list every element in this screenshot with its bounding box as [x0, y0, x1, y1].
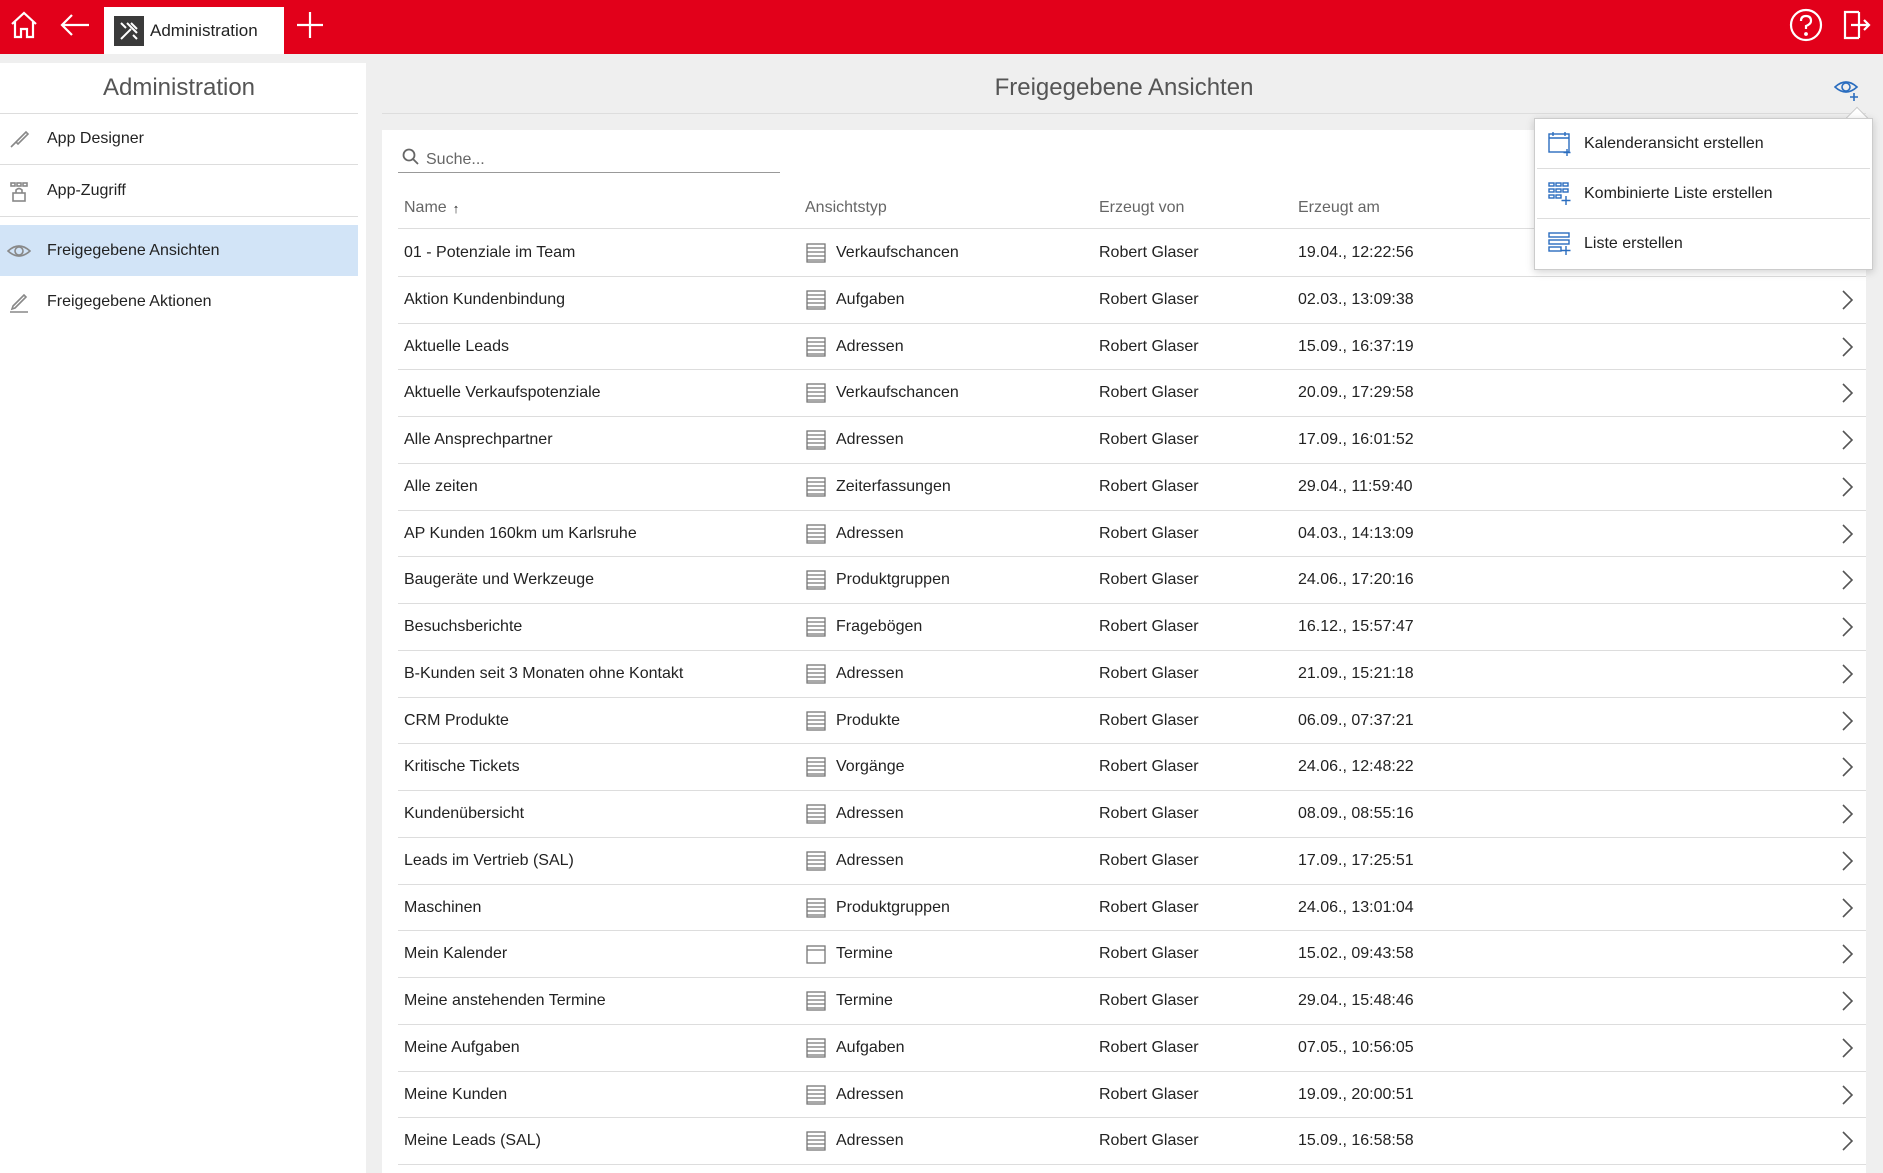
page-title: Freigegebene Ansichten	[994, 74, 1254, 101]
row-type-label: Adressen	[836, 431, 904, 448]
chevron-right-icon[interactable]	[1840, 370, 1854, 416]
row-created-at: 08.09., 08:55:16	[1298, 805, 1414, 822]
table-body	[398, 230, 1866, 1165]
row-type	[805, 557, 950, 603]
chevron-right-icon[interactable]	[1840, 698, 1854, 744]
column-label: Name	[404, 199, 447, 216]
calendar-add-icon	[1547, 131, 1573, 157]
chevron-right-icon[interactable]	[1840, 277, 1854, 323]
row-type-label: Adressen	[836, 337, 904, 355]
row-created-at: 06.09., 07:37:21	[1298, 711, 1414, 729]
row-created-by: Robert Glaser	[1099, 945, 1199, 963]
list-icon	[805, 663, 827, 685]
table-row[interactable]	[398, 885, 1866, 932]
table-row[interactable]	[398, 838, 1866, 885]
row-created-at: 24.06., 17:20:16	[1298, 571, 1414, 589]
row-created-by: Robert Glaser	[1099, 477, 1199, 495]
main-panel	[382, 130, 1866, 1173]
row-created-by: Robert Glaser	[1099, 244, 1199, 261]
home-icon	[9, 10, 39, 45]
row-created-by: Robert Glaser	[1099, 1132, 1199, 1150]
row-type	[805, 791, 904, 837]
row-type-label: Produkte	[836, 711, 901, 729]
lock-icon	[7, 179, 31, 203]
list-icon	[805, 1130, 827, 1152]
table-row[interactable]	[398, 1072, 1866, 1119]
row-name: Meine Kunden	[404, 1085, 508, 1103]
sidebar-item-label: App-Zugriff	[47, 181, 126, 199]
back-arrow-icon	[59, 12, 91, 43]
sidebar-divider	[0, 216, 358, 217]
row-type	[805, 931, 893, 977]
brush-icon	[7, 127, 31, 151]
row-created-by: Robert Glaser	[1099, 898, 1199, 916]
sidebar-item-label: Freigegebene Aktionen	[47, 292, 212, 310]
main-header	[382, 63, 1866, 114]
row-type	[805, 511, 904, 557]
row-type	[805, 651, 904, 697]
row-created-at: 20.09., 17:29:58	[1298, 384, 1414, 402]
chevron-right-icon[interactable]	[1840, 417, 1854, 463]
list-icon	[805, 803, 827, 825]
row-created-by: Robert Glaser	[1099, 664, 1199, 682]
row-created-at: 02.03., 13:09:38	[1298, 290, 1414, 308]
create-view-menu	[1534, 118, 1873, 270]
table-row[interactable]	[398, 931, 1866, 978]
calendar-icon	[805, 943, 827, 965]
table-row[interactable]	[398, 1025, 1866, 1072]
row-name: Aktion Kundenbindung	[404, 290, 566, 308]
tab-administration[interactable]	[104, 7, 284, 54]
table-row[interactable]	[398, 791, 1866, 838]
row-type-label: Termine	[836, 945, 893, 963]
table-row[interactable]	[398, 978, 1866, 1025]
list-icon	[805, 616, 827, 638]
list-icon	[805, 1037, 827, 1059]
plus-icon	[295, 10, 325, 45]
row-name: Maschinen	[404, 898, 482, 916]
row-type-label: Verkaufschancen	[836, 244, 959, 261]
row-type-label: Aufgaben	[836, 1038, 905, 1056]
chevron-right-icon[interactable]	[1840, 978, 1854, 1024]
row-type	[805, 370, 959, 416]
chevron-right-icon[interactable]	[1840, 1072, 1854, 1118]
column-header-by[interactable]	[1099, 187, 1184, 229]
row-type-label: Fragebögen	[836, 618, 923, 635]
admin-tools-icon	[114, 16, 144, 46]
top-bar	[0, 0, 1883, 54]
row-type	[805, 464, 951, 510]
row-type	[805, 698, 900, 744]
row-name: AP Kunden 160km um Karlsruhe	[404, 524, 637, 542]
grid-add-icon	[1547, 181, 1573, 207]
back-button[interactable]	[52, 0, 98, 54]
chevron-right-icon[interactable]	[1840, 791, 1854, 837]
column-label: Erzeugt am	[1298, 199, 1380, 216]
list-icon	[805, 336, 827, 358]
chevron-right-icon[interactable]	[1840, 885, 1854, 931]
sidebar-item-freigegebene-aktionen[interactable]	[0, 276, 358, 327]
row-created-at: 19.09., 20:00:51	[1298, 1085, 1414, 1103]
row-name: Baugeräte und Werkzeuge	[404, 571, 595, 589]
row-type	[805, 277, 905, 323]
chevron-right-icon[interactable]	[1840, 744, 1854, 790]
sidebar-item-app-designer[interactable]	[0, 114, 358, 165]
chevron-right-icon[interactable]	[1840, 604, 1854, 650]
row-name: Alle Ansprechpartner	[404, 431, 553, 448]
row-created-at: 29.04., 15:48:46	[1298, 992, 1414, 1009]
row-created-at: 24.06., 12:48:22	[1298, 758, 1414, 776]
row-name: Meine Aufgaben	[404, 1038, 520, 1056]
row-type	[805, 604, 922, 650]
new-tab-button[interactable]	[292, 0, 328, 54]
list-icon	[805, 476, 827, 498]
table-row[interactable]	[398, 324, 1866, 371]
row-created-at: 15.09., 16:37:19	[1298, 337, 1414, 355]
list-icon	[805, 850, 827, 872]
chevron-right-icon[interactable]	[1840, 464, 1854, 510]
row-type-label: Adressen	[836, 1132, 904, 1150]
help-icon	[1789, 8, 1823, 47]
row-name: B-Kunden seit 3 Monaten ohne Kontakt	[404, 664, 684, 682]
chevron-right-icon[interactable]	[1840, 324, 1854, 370]
search-box	[398, 147, 780, 173]
menu-item-create-calendar[interactable]	[1537, 119, 1870, 169]
row-name: Mein Kalender	[404, 945, 508, 963]
row-created-by: Robert Glaser	[1099, 1085, 1199, 1103]
row-type-label: Adressen	[836, 1085, 904, 1103]
row-type	[805, 324, 904, 370]
column-header-type[interactable]	[805, 187, 887, 229]
row-created-at: 21.09., 15:21:18	[1298, 664, 1414, 682]
row-created-at: 17.09., 16:01:52	[1298, 431, 1414, 448]
row-type	[805, 417, 904, 463]
search-input[interactable]	[426, 151, 766, 169]
list-icon	[805, 523, 827, 545]
list-icon	[805, 756, 827, 778]
row-type	[805, 744, 905, 790]
row-created-at: 04.03., 14:13:09	[1298, 524, 1414, 542]
row-created-at: 29.04., 11:59:40	[1298, 477, 1413, 495]
search-icon	[398, 148, 420, 171]
row-name: Kritische Tickets	[404, 758, 520, 776]
row-type	[805, 230, 959, 276]
sidebar-item-freigegebene-ansichten[interactable]	[0, 225, 358, 276]
table-row[interactable]	[398, 464, 1866, 511]
row-name: Meine anstehenden Termine	[404, 992, 606, 1009]
list-icon	[805, 242, 827, 264]
table-row[interactable]	[398, 370, 1866, 417]
row-created-at: 16.12., 15:57:47	[1298, 618, 1414, 635]
table-row[interactable]	[398, 1118, 1866, 1165]
chevron-right-icon[interactable]	[1840, 1118, 1854, 1164]
row-name: Besuchsberichte	[404, 618, 523, 635]
row-created-at: 17.09., 17:25:51	[1298, 851, 1414, 869]
chevron-right-icon[interactable]	[1840, 557, 1854, 603]
row-name: CRM Produkte	[404, 711, 509, 729]
row-type	[805, 838, 904, 884]
row-created-at: 15.09., 16:58:58	[1298, 1132, 1414, 1150]
sidebar	[0, 63, 366, 1173]
row-type-label: Adressen	[836, 524, 904, 542]
row-created-by: Robert Glaser	[1099, 571, 1199, 589]
row-created-by: Robert Glaser	[1099, 805, 1199, 822]
chevron-right-icon[interactable]	[1840, 1025, 1854, 1071]
row-created-at: 15.02., 09:43:58	[1298, 945, 1414, 963]
row-created-by: Robert Glaser	[1099, 1038, 1199, 1056]
row-name: Meine Leads (SAL)	[404, 1132, 541, 1150]
row-type-label: Adressen	[836, 805, 904, 822]
chevron-right-icon[interactable]	[1840, 838, 1854, 884]
table-row[interactable]	[398, 417, 1866, 464]
column-header-name[interactable]	[404, 187, 459, 229]
row-type-label: Verkaufschancen	[836, 384, 959, 402]
row-created-by: Robert Glaser	[1099, 851, 1199, 869]
row-type-label: Aufgaben	[836, 290, 905, 308]
help-button[interactable]	[1786, 0, 1826, 54]
column-label: Ansichtstyp	[805, 199, 887, 216]
row-created-by: Robert Glaser	[1099, 524, 1199, 542]
row-type	[805, 1118, 904, 1164]
row-created-by: Robert Glaser	[1099, 711, 1199, 729]
table-row[interactable]	[398, 698, 1866, 745]
list-icon	[805, 1084, 827, 1106]
chevron-right-icon[interactable]	[1840, 511, 1854, 557]
row-created-by: Robert Glaser	[1099, 431, 1199, 448]
table-row[interactable]	[398, 651, 1866, 698]
row-name: 01 - Potenziale im Team	[404, 244, 576, 261]
menu-item-create-list[interactable]	[1537, 219, 1870, 269]
row-type-label: Produktgruppen	[836, 898, 950, 916]
sidebar-item-label: Freigegebene Ansichten	[47, 241, 220, 259]
row-type	[805, 1072, 904, 1118]
menu-item-create-combined-list[interactable]	[1537, 169, 1870, 219]
list-icon	[805, 897, 827, 919]
list-icon	[805, 382, 827, 404]
list-icon	[805, 569, 827, 591]
logout-button[interactable]	[1836, 0, 1876, 54]
column-label: Erzeugt von	[1099, 199, 1185, 216]
row-type-label: Termine	[836, 992, 893, 1009]
table-row[interactable]	[398, 744, 1866, 791]
chevron-right-icon[interactable]	[1840, 651, 1854, 697]
row-created-by: Robert Glaser	[1099, 992, 1199, 1009]
pen-icon	[7, 290, 31, 314]
list-icon	[805, 429, 827, 451]
eye-add-icon	[1834, 76, 1860, 102]
row-created-by: Robert Glaser	[1099, 618, 1199, 635]
table-row[interactable]	[398, 511, 1866, 558]
table-row[interactable]	[398, 557, 1866, 604]
row-type-label: Produktgruppen	[836, 571, 950, 589]
home-button[interactable]	[0, 0, 48, 54]
table-row[interactable]	[398, 604, 1866, 651]
row-name: Kundenübersicht	[404, 805, 525, 822]
eye-icon	[7, 239, 31, 263]
row-name: Aktuelle Verkaufspotenziale	[404, 384, 601, 402]
row-created-by: Robert Glaser	[1099, 758, 1199, 776]
row-created-by: Robert Glaser	[1099, 337, 1199, 355]
row-type-label: Vorgänge	[836, 758, 905, 776]
sort-up-icon: ↑	[452, 200, 460, 216]
list-add-icon	[1547, 231, 1573, 257]
menu-item-label: Liste erstellen	[1584, 235, 1683, 252]
row-created-at: 19.04., 12:22:56	[1298, 244, 1414, 261]
row-created-by: Robert Glaser	[1099, 384, 1199, 402]
row-name: Aktuelle Leads	[404, 337, 509, 355]
sidebar-item-label: App Designer	[47, 130, 144, 147]
row-type	[805, 978, 893, 1024]
row-created-by: Robert Glaser	[1099, 290, 1199, 308]
row-type-label: Adressen	[836, 851, 904, 869]
list-icon	[805, 990, 827, 1012]
sidebar-item-app-zugriff[interactable]	[0, 165, 358, 216]
row-type-label: Adressen	[836, 664, 904, 682]
tab-label: Administration	[150, 20, 258, 40]
column-header-at[interactable]	[1298, 187, 1380, 229]
menu-item-label: Kombinierte Liste erstellen	[1584, 184, 1773, 202]
list-icon	[805, 710, 827, 732]
chevron-right-icon[interactable]	[1840, 931, 1854, 977]
row-type	[805, 1025, 905, 1071]
row-created-at: 24.06., 13:01:04	[1298, 898, 1414, 916]
menu-item-label: Kalenderansicht erstellen	[1584, 134, 1764, 152]
view-menu-button[interactable]	[1834, 76, 1860, 102]
table-row[interactable]	[398, 277, 1866, 324]
row-created-at: 07.05., 10:56:05	[1298, 1038, 1414, 1056]
row-name: Leads im Vertrieb (SAL)	[404, 851, 574, 869]
row-type-label: Zeiterfassungen	[836, 477, 951, 495]
row-type	[805, 885, 950, 931]
list-icon	[805, 289, 827, 311]
sidebar-title: Administration	[0, 63, 358, 114]
logout-icon	[1841, 8, 1871, 47]
row-name: Alle zeiten	[404, 477, 478, 495]
